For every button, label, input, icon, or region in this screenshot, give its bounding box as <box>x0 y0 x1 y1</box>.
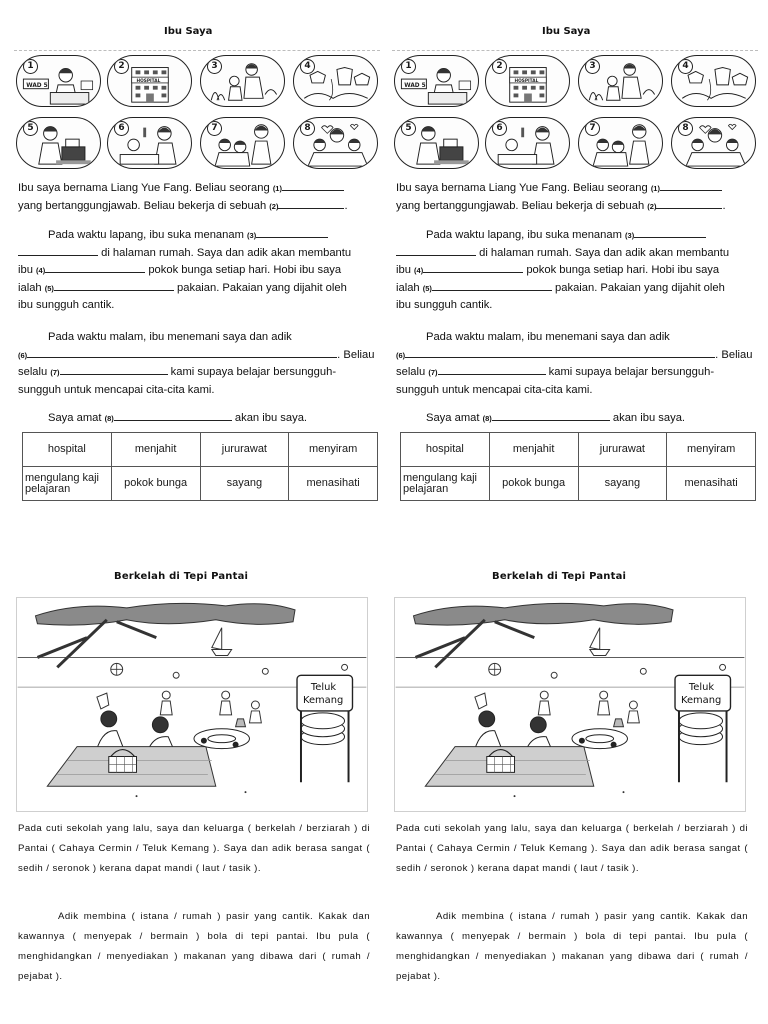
text: Adik membina ( istana / rumah ) pasir yang cantik. Kakak dan kawannya ( menyepak / bermain ) bola di tepi pantai. Ibu pula ( menghidangkan / menyediakan ) makanan yang dibawa dari ( rumah / pejabat ). <box>396 911 748 982</box>
beach-picnic-picture <box>394 597 746 812</box>
word-bank-cell: sayang <box>200 467 289 501</box>
child-figure <box>160 701 172 715</box>
child-figure <box>97 693 109 709</box>
text: akan ibu saya. <box>612 412 686 424</box>
sand-castle <box>236 719 246 727</box>
sailboat-hull <box>212 650 232 656</box>
word-bank-cell: jururawat <box>200 433 289 467</box>
blank-number-5: (5) <box>422 283 432 293</box>
word-bank-cell: hospital <box>23 433 112 467</box>
picture-strip <box>392 50 758 178</box>
word-bank-table <box>22 432 378 501</box>
answer-blank-2[interactable] <box>278 199 344 209</box>
blank-number-1: (1) <box>272 184 282 193</box>
tree-branch <box>37 620 156 668</box>
worksheet-berkelah-right <box>392 555 760 1024</box>
tree-canopy <box>413 603 673 625</box>
text: Pada waktu lapang, ibu suka menanam <box>48 229 244 241</box>
sign-text-line-2: Kemang <box>680 695 722 707</box>
text: sungguh untuk mencapai cita-cita kami. <box>396 383 593 396</box>
word-bank-cell: menyiram <box>667 433 756 467</box>
answer-blank-2[interactable] <box>656 199 722 209</box>
word-bank-cell: mengulang kaji pelajaran <box>23 467 112 501</box>
paragraph-3 <box>396 329 756 399</box>
float-ring-spot <box>201 738 207 744</box>
paragraph-4 <box>396 410 756 428</box>
blank-number-3: (3) <box>625 231 635 240</box>
panel-number: 6 <box>492 121 507 136</box>
sailboat-hull <box>590 650 610 656</box>
text: akan ibu saya. <box>234 412 308 424</box>
text: Ibu saya bernama Liang Yue Fang. Beliau seorang <box>18 182 270 194</box>
tree-canopy <box>35 603 295 625</box>
swimmer <box>262 668 268 674</box>
answer-blank-3[interactable] <box>256 228 328 238</box>
child-figure <box>251 701 259 709</box>
beach-paragraph-2 <box>18 907 370 987</box>
child-figure <box>538 701 550 715</box>
paragraph-3 <box>18 329 378 399</box>
hospital-sign: HOSPITAL <box>514 78 539 84</box>
float-ring-spot <box>579 738 585 744</box>
swimmer <box>342 664 348 670</box>
child-figure <box>598 701 610 715</box>
text: selalu <box>396 366 426 378</box>
picture-strip <box>14 50 380 178</box>
text: di halaman rumah. Saya dan adik akan membantu <box>479 246 730 259</box>
answer-blank-3[interactable] <box>634 228 706 238</box>
word-bank-row <box>23 467 378 501</box>
text: ibu sungguh cantik. <box>18 299 115 311</box>
word-bank-cell: jururawat <box>578 433 667 467</box>
child-figure <box>540 691 548 699</box>
panel-number: 2 <box>114 59 129 74</box>
panel-number: 8 <box>678 121 693 136</box>
answer-blank-6[interactable] <box>27 348 337 358</box>
sailboat-sail <box>212 628 222 650</box>
mother-figure <box>479 711 495 727</box>
sand-dot <box>245 791 247 793</box>
text: yang bertanggungjawab. Beliau bekerja di sebuah <box>396 199 645 212</box>
paragraph-1 <box>396 180 756 215</box>
child-figure <box>600 691 608 699</box>
boy-figure <box>530 717 546 733</box>
blank-number-5: (5) <box>44 283 54 293</box>
word-bank-cell: menasihati <box>667 467 756 501</box>
answer-blank-3-cont[interactable] <box>396 246 476 256</box>
answer-blank-8[interactable] <box>492 411 610 421</box>
float-stack <box>679 713 723 729</box>
child-figure <box>627 711 639 723</box>
word-bank-row <box>401 433 756 467</box>
text: Saya amat <box>426 412 480 424</box>
panel-number: 6 <box>114 121 129 136</box>
word-bank-cell: menyiram <box>289 433 378 467</box>
text: Saya amat <box>48 412 102 424</box>
text: yang bertanggungjawab. Beliau bekerja di sebuah <box>18 199 267 212</box>
text: ialah <box>18 281 42 294</box>
paragraph-2 <box>18 227 378 315</box>
word-bank-cell: sayang <box>578 467 667 501</box>
paragraph-2 <box>396 227 756 315</box>
sign-text-line-1: Teluk <box>688 682 715 694</box>
answer-blank-5[interactable] <box>432 281 552 291</box>
word-bank-cell: menjahit <box>111 433 200 467</box>
word-bank-cell: mengulang kaji pelajaran <box>401 467 490 501</box>
blank-number-7: (7) <box>428 368 438 377</box>
blank-number-6: (6) <box>396 350 406 360</box>
word-bank-cell: pokok bunga <box>489 467 578 501</box>
answer-blank-1[interactable] <box>660 181 722 191</box>
text: . <box>344 199 348 212</box>
hospital-sign: HOSPITAL <box>136 78 161 84</box>
blank-number-2: (2) <box>647 201 657 211</box>
answer-blank-8[interactable] <box>114 411 232 421</box>
picture-panel-8 <box>671 117 756 169</box>
beach-picnic-picture <box>16 597 368 812</box>
paragraph-1 <box>18 180 378 215</box>
text: kami supaya belajar bersungguh- <box>170 366 337 378</box>
float-stack <box>301 713 345 729</box>
text: Adik membina ( istana / rumah ) pasir yang cantik. Kakak dan kawannya ( menyepak / bermain ) bola di tepi pantai. Ibu pula ( menghidangkan / menyediakan ) makanan yang dibawa dari ( rumah / pejabat ). <box>18 911 370 982</box>
panel-number: 4 <box>678 59 693 74</box>
sailboat-sail <box>590 628 600 650</box>
picture-panel-5 <box>394 117 479 169</box>
ibu-saya-title: Ibu Saya <box>164 26 213 37</box>
panel-number: 7 <box>207 121 222 136</box>
child-figure <box>220 701 232 715</box>
panel-number: 1 <box>23 59 38 74</box>
text: ibu sungguh cantik. <box>396 299 493 311</box>
float-ring-spot <box>233 742 239 748</box>
child-figure <box>249 711 261 723</box>
panel-number: 7 <box>585 121 600 136</box>
picture-panel-1 <box>394 55 479 107</box>
child-figure <box>475 693 487 709</box>
picture-panel-7 <box>578 117 663 169</box>
float-ring <box>208 735 236 743</box>
child-figure <box>222 691 230 699</box>
berkelah-title: Berkelah di Tepi Pantai <box>492 571 627 582</box>
picture-panel-6 <box>485 117 570 169</box>
word-bank-row <box>23 433 378 467</box>
text: pakaian. Pakaian yang dijahit oleh <box>555 281 725 294</box>
blank-number-6: (6) <box>18 350 28 360</box>
blank-number-1: (1) <box>650 184 660 193</box>
boy-figure <box>152 717 168 733</box>
float-ring <box>586 735 614 743</box>
text: . <box>722 199 726 212</box>
mother-figure <box>101 711 117 727</box>
picture-panel-1 <box>16 55 101 107</box>
text: selalu <box>18 366 48 378</box>
beach-scene-illustration <box>395 598 745 811</box>
swimmer <box>720 664 726 670</box>
ibu-saya-title: Ibu Saya <box>542 26 591 37</box>
text: pokok bunga setiap hari. Hobi ibu saya <box>148 264 342 276</box>
word-bank-cell: menjahit <box>489 433 578 467</box>
answer-blank-1[interactable] <box>282 181 344 191</box>
panel-number: 4 <box>300 59 315 74</box>
word-bank-table <box>400 432 756 501</box>
answer-blank-7[interactable] <box>438 365 546 375</box>
beach-scene-illustration <box>17 598 367 811</box>
tree-branch <box>415 620 534 668</box>
panel-number: 2 <box>492 59 507 74</box>
worksheet-ibu-saya-left <box>14 0 382 540</box>
text: ialah <box>396 281 420 294</box>
text: Ibu saya bernama Liang Yue Fang. Beliau seorang <box>396 182 648 194</box>
text: ibu <box>396 264 411 276</box>
panel-number: 1 <box>401 59 416 74</box>
sign-text-line-1: Teluk <box>310 682 337 694</box>
word-bank-cell: hospital <box>401 433 490 467</box>
swimmer <box>551 672 557 678</box>
blank-number-8: (8) <box>482 414 492 423</box>
text: Pada waktu lapang, ibu suka menanam <box>426 229 622 241</box>
panel-number: 8 <box>300 121 315 136</box>
text: Pada waktu malam, ibu menemani saya dan adik <box>426 331 670 343</box>
text: . Beliau <box>715 348 753 361</box>
child-figure <box>162 691 170 699</box>
picture-panel-4 <box>671 55 756 107</box>
sand-dot <box>623 791 625 793</box>
panel-number: 5 <box>401 121 416 136</box>
picture-panel-6 <box>107 117 192 169</box>
blank-number-3: (3) <box>247 231 257 240</box>
panel-number: 3 <box>207 59 222 74</box>
float-ring-spot <box>611 742 617 748</box>
word-bank-row <box>401 467 756 501</box>
blank-number-7: (7) <box>50 368 60 377</box>
picture-panel-7 <box>200 117 285 169</box>
text: sungguh untuk mencapai cita-cita kami. <box>18 383 215 396</box>
sand-castle <box>614 719 624 727</box>
picture-panel-2 <box>107 55 192 107</box>
answer-blank-6[interactable] <box>405 348 715 358</box>
picture-panel-4 <box>293 55 378 107</box>
berkelah-title: Berkelah di Tepi Pantai <box>114 571 249 582</box>
text: kami supaya belajar bersungguh- <box>548 366 715 378</box>
answer-blank-4[interactable] <box>423 263 523 273</box>
word-bank-cell: menasihati <box>289 467 378 501</box>
wad-sign: WAD 5 <box>404 82 426 89</box>
answer-blank-5[interactable] <box>54 281 174 291</box>
picture-panel-5 <box>16 117 101 169</box>
blank-number-8: (8) <box>104 414 114 423</box>
word-bank-cell: pokok bunga <box>111 467 200 501</box>
paragraph-4 <box>18 410 378 428</box>
blank-number-4: (4) <box>36 266 46 275</box>
text: pokok bunga setiap hari. Hobi ibu saya <box>526 264 720 276</box>
panel-number: 5 <box>23 121 38 136</box>
text: . Beliau <box>337 348 375 361</box>
blank-number-2: (2) <box>269 201 279 211</box>
swimmer <box>173 672 179 678</box>
sign-text-line-2: Kemang <box>302 695 344 707</box>
picture-panel-3 <box>200 55 285 107</box>
beach-paragraph-1: Pada cuti sekolah yang lalu, saya dan keluarga ( berkelah / berziarah ) di Pantai ( Cahaya Cermin / Teluk Kemang ). Saya dan adik berasa sangat ( sedih / seronok ) kerana dapat mandi ( laut / tasik ). <box>18 823 370 874</box>
worksheet-ibu-saya-right <box>392 0 760 540</box>
wad-sign: WAD 5 <box>26 82 48 89</box>
text: di halaman rumah. Saya dan adik akan membantu <box>101 246 352 259</box>
blank-number-4: (4) <box>414 266 424 275</box>
text: ibu <box>18 264 33 276</box>
sand-dot <box>136 795 138 797</box>
answer-blank-7[interactable] <box>60 365 168 375</box>
picture-panel-8 <box>293 117 378 169</box>
swimmer <box>640 668 646 674</box>
child-figure <box>629 701 637 709</box>
picture-panel-2 <box>485 55 570 107</box>
beach-paragraph-2 <box>396 907 748 987</box>
worksheet-berkelah-left <box>14 555 382 1024</box>
beach-paragraph-1: Pada cuti sekolah yang lalu, saya dan keluarga ( berkelah / berziarah ) di Pantai ( Cahaya Cermin / Teluk Kemang ). Saya dan adik berasa sangat ( sedih / seronok ) kerana dapat mandi ( laut / tasik ). <box>396 823 748 874</box>
text: pakaian. Pakaian yang dijahit oleh <box>177 281 347 294</box>
picture-panel-3 <box>578 55 663 107</box>
sand-dot <box>514 795 516 797</box>
panel-number: 3 <box>585 59 600 74</box>
answer-blank-4[interactable] <box>45 263 145 273</box>
text: Pada waktu malam, ibu menemani saya dan adik <box>48 331 292 343</box>
answer-blank-3-cont[interactable] <box>18 246 98 256</box>
